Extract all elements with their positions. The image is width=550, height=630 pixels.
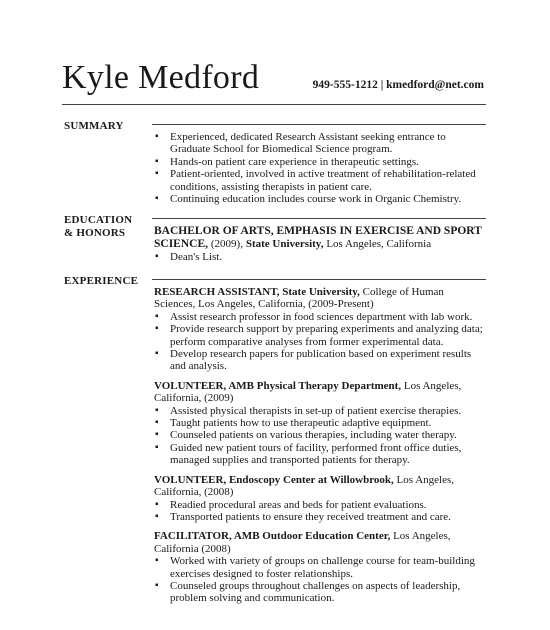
- candidate-name: Kyle Medford: [62, 59, 260, 96]
- contact-info: 949-555-1212 | kmedford@net.com: [312, 79, 484, 91]
- list-item: ▪ Experienced, dedicated Research Assistant seeking entrance to Graduate School for Biomedical Science program.: [170, 131, 486, 156]
- list-item: ▪ Counseled groups throughout challenges on aspects of leadership, problem solving and communication.: [170, 580, 486, 605]
- list-item: ▪ Readied procedural areas and beds for patient evaluations.: [170, 499, 486, 511]
- education-list: [154, 251, 486, 263]
- list-item: ▪ Transported patients to ensure they received treatment and care.: [170, 511, 486, 523]
- list-item: ▪ Guided new patient tours of facility, performed front office duties, managed supplies and transported patients for therapy.: [170, 442, 486, 467]
- job-title: RESEARCH ASSISTANT, State University,: [154, 286, 360, 298]
- experience-heading: EXPERIENCE: [64, 275, 139, 287]
- list-item: ▪ Continuing education includes course work in Organic Chemistry.: [170, 193, 486, 205]
- summary-divider: [152, 124, 486, 125]
- job-bullets: [154, 311, 486, 373]
- degree-school: State University,: [245, 238, 324, 250]
- education-divider: [152, 218, 486, 219]
- job-title: VOLUNTEER, AMB Physical Therapy Department,: [154, 379, 402, 392]
- list-item: ▪ Assist research professor in food sciences department with lab work.: [170, 311, 486, 323]
- job-entry: [154, 530, 486, 604]
- experience-divider: [152, 279, 486, 280]
- job-details: Los Angeles, California, (2008): [154, 473, 454, 499]
- degree-block: [154, 225, 486, 251]
- job-entry: [154, 286, 486, 373]
- job-title: VOLUNTEER, Endoscopy Center at Willowbrook,: [154, 473, 394, 486]
- summary-list: [154, 131, 486, 205]
- degree-location: Los Angeles, California: [326, 238, 432, 250]
- list-item: ▪ Provide research support by preparing experiments and analyzing data; perform comparative analyses from former experimental data.: [170, 323, 486, 348]
- list-item: ▪ Assisted physical therapists in set-up of patient exercise therapies.: [170, 405, 486, 417]
- education-heading-line1: EDUCATION: [64, 214, 133, 226]
- job-title: FACILITATOR, AMB Outdoor Education Center,: [154, 530, 391, 543]
- job-details: College of Human Sciences, Los Angeles, California, (2009-Present): [154, 286, 444, 311]
- list-item: ▪ Patient-oriented, involved in active treatment of rehabilitation-related conditions, assisting therapists in patient care.: [170, 168, 486, 193]
- education-heading-line2: & HONORS: [64, 227, 126, 239]
- job-bullets: [154, 499, 486, 524]
- summary-heading: SUMMARY: [64, 120, 124, 132]
- list-item: ▪ Develop research papers for publication based on experiment results and analysis.: [170, 348, 486, 373]
- job-bullets: [154, 555, 486, 605]
- job-bullets: [154, 405, 486, 467]
- list-item: ▪ Dean's List.: [170, 251, 486, 263]
- job-details: Los Angeles, California, (2009): [154, 379, 462, 405]
- education-heading: [64, 214, 149, 240]
- list-item: ▪ Hands-on patient care experience in therapeutic settings.: [170, 156, 486, 168]
- degree-year: (2009),: [210, 238, 243, 250]
- list-item: ▪ Taught patients how to use therapeutic adaptive equipment.: [170, 417, 486, 429]
- degree-title: BACHELOR OF ARTS, EMPHASIS IN EXERCISE AND SPORT SCIENCE,: [154, 225, 482, 250]
- job-entry: [154, 474, 486, 524]
- list-item: ▪ Counseled patients on various therapies, including water therapy.: [170, 429, 486, 441]
- job-details: Los Angeles, California (2008): [154, 530, 451, 555]
- header-divider: [62, 104, 486, 105]
- job-entry: [154, 380, 486, 467]
- list-item: ▪ Worked with variety of groups on challenge course for team-building exercises designed to foster relationships.: [170, 555, 486, 580]
